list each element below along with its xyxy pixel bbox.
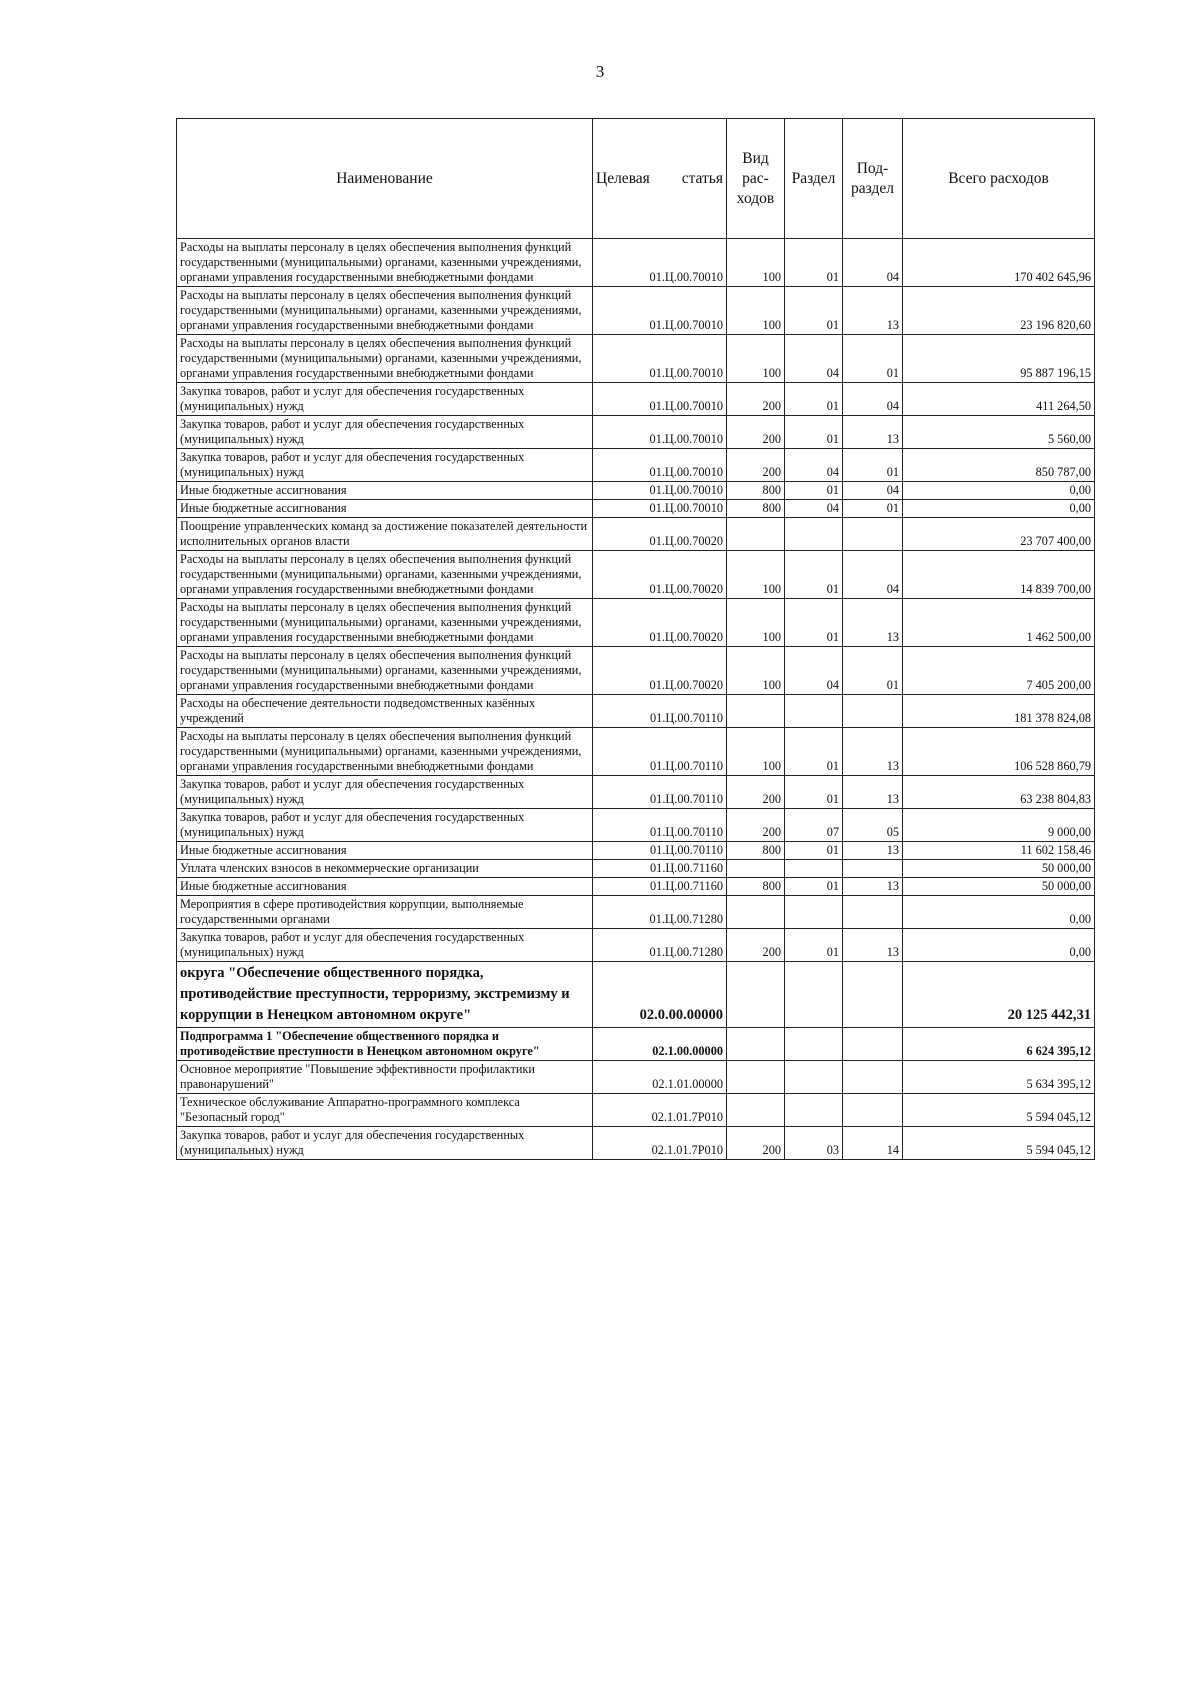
table-row <box>177 842 1095 860</box>
row-target-article: 01.Ц.00.70110 <box>593 842 727 860</box>
row-section: 01 <box>785 551 843 599</box>
row-expense-type <box>727 518 785 551</box>
row-subsection <box>843 962 903 1028</box>
row-target-article: 01.Ц.00.70020 <box>593 599 727 647</box>
row-total: 181 378 824,08 <box>903 695 1095 728</box>
row-name: Подпрограмма 1 "Обеспечение общественного порядка и противодействие преступности в Ненецком автономном округе" <box>177 1028 593 1061</box>
row-name: Поощрение управленческих команд за достижение показателей деятельности исполнительных органов власти <box>177 518 593 551</box>
table-row <box>177 1061 1095 1094</box>
header-target-article: Целевая статья <box>593 119 727 239</box>
row-subsection: 13 <box>843 416 903 449</box>
row-section: 01 <box>785 482 843 500</box>
row-target-article: 01.Ц.00.70010 <box>593 287 727 335</box>
table-row <box>177 647 1095 695</box>
row-total: 106 528 860,79 <box>903 728 1095 776</box>
row-name: Основное мероприятие "Повышение эффективности профилактики правонарушений" <box>177 1061 593 1094</box>
row-section: 01 <box>785 878 843 896</box>
row-name: Иные бюджетные ассигнования <box>177 842 593 860</box>
row-total: 170 402 645,96 <box>903 239 1095 287</box>
row-subsection <box>843 1028 903 1061</box>
row-section <box>785 1061 843 1094</box>
row-subsection: 13 <box>843 878 903 896</box>
row-expense-type: 800 <box>727 878 785 896</box>
table-row <box>177 416 1095 449</box>
row-section <box>785 1094 843 1127</box>
row-section: 01 <box>785 416 843 449</box>
row-target-article: 02.1.01.7Р010 <box>593 1127 727 1160</box>
row-expense-type: 200 <box>727 776 785 809</box>
row-section: 04 <box>785 500 843 518</box>
row-total: 5 634 395,12 <box>903 1061 1095 1094</box>
row-subsection: 01 <box>843 335 903 383</box>
row-expense-type <box>727 695 785 728</box>
row-subsection <box>843 695 903 728</box>
table-row <box>177 860 1095 878</box>
row-name: Закупка товаров, работ и услуг для обеспечения государственных (муниципальных) нужд <box>177 449 593 482</box>
header-expense-type: Вид рас-ходов <box>727 119 785 239</box>
row-target-article: 01.Ц.00.70010 <box>593 416 727 449</box>
row-expense-type: 800 <box>727 500 785 518</box>
row-target-article: 01.Ц.00.71280 <box>593 896 727 929</box>
page-number: 3 <box>595 62 605 81</box>
row-section: 01 <box>785 842 843 860</box>
row-target-article: 02.0.00.00000 <box>593 962 727 1028</box>
row-name: Расходы на выплаты персоналу в целях обеспечения выполнения функций государственными (муниципальными) органами, казенными учреждениями, органами управления государственными внебюджетными фондами <box>177 335 593 383</box>
row-expense-type: 800 <box>727 482 785 500</box>
row-target-article: 01.Ц.00.70020 <box>593 551 727 599</box>
row-target-article: 01.Ц.00.70110 <box>593 809 727 842</box>
row-name: Закупка товаров, работ и услуг для обеспечения государственных (муниципальных) нужд <box>177 383 593 416</box>
row-section <box>785 962 843 1028</box>
row-target-article: 01.Ц.00.70110 <box>593 695 727 728</box>
table-row <box>177 1094 1095 1127</box>
row-subsection <box>843 518 903 551</box>
row-expense-type: 200 <box>727 383 785 416</box>
row-target-article: 01.Ц.00.70010 <box>593 449 727 482</box>
row-name: Расходы на выплаты персоналу в целях обеспечения выполнения функций государственными (муниципальными) органами, казенными учреждениями, органами управления государственными внебюджетными фондами <box>177 551 593 599</box>
row-name: Закупка товаров, работ и услуг для обеспечения государственных (муниципальных) нужд <box>177 416 593 449</box>
row-subsection <box>843 896 903 929</box>
row-total: 1 462 500,00 <box>903 599 1095 647</box>
table-row <box>177 962 1095 1028</box>
row-total: 63 238 804,83 <box>903 776 1095 809</box>
table-row <box>177 599 1095 647</box>
row-name: Закупка товаров, работ и услуг для обеспечения государственных (муниципальных) нужд <box>177 1127 593 1160</box>
row-total: 5 594 045,12 <box>903 1094 1095 1127</box>
table-row <box>177 482 1095 500</box>
row-subsection <box>843 860 903 878</box>
row-section: 03 <box>785 1127 843 1160</box>
row-expense-type: 200 <box>727 449 785 482</box>
row-section: 01 <box>785 728 843 776</box>
row-expense-type: 200 <box>727 809 785 842</box>
row-expense-type: 200 <box>727 416 785 449</box>
row-section: 04 <box>785 449 843 482</box>
row-name: Мероприятия в сфере противодействия коррупции, выполняемые государственными органами <box>177 896 593 929</box>
row-name: Расходы на обеспечение деятельности подведомственных казённых учреждений <box>177 695 593 728</box>
row-target-article: 01.Ц.00.71280 <box>593 929 727 962</box>
table-row <box>177 551 1095 599</box>
row-name: Расходы на выплаты персоналу в целях обеспечения выполнения функций государственными (муниципальными) органами, казенными учреждениями, органами управления государственными внебюджетными фондами <box>177 239 593 287</box>
row-name: Расходы на выплаты персоналу в целях обеспечения выполнения функций государственными (муниципальными) органами, казенными учреждениями, органами управления государственными внебюджетными фондами <box>177 599 593 647</box>
table-row <box>177 695 1095 728</box>
row-name: Техническое обслуживание Аппаратно-программного комплекса "Безопасный город" <box>177 1094 593 1127</box>
row-name: Расходы на выплаты персоналу в целях обеспечения выполнения функций государственными (муниципальными) органами, казенными учреждениями, органами управления государственными внебюджетными фондами <box>177 728 593 776</box>
header-name: Наименование <box>177 119 593 239</box>
row-target-article: 02.1.01.00000 <box>593 1061 727 1094</box>
row-expense-type: 200 <box>727 929 785 962</box>
row-target-article: 01.Ц.00.70020 <box>593 647 727 695</box>
row-total: 50 000,00 <box>903 860 1095 878</box>
row-expense-type <box>727 1028 785 1061</box>
row-total: 0,00 <box>903 500 1095 518</box>
table-row <box>177 1028 1095 1061</box>
table-row <box>177 449 1095 482</box>
row-total: 850 787,00 <box>903 449 1095 482</box>
row-total: 9 000,00 <box>903 809 1095 842</box>
row-subsection <box>843 1061 903 1094</box>
row-section <box>785 860 843 878</box>
row-expense-type <box>727 860 785 878</box>
row-subsection: 01 <box>843 449 903 482</box>
table-row <box>177 500 1095 518</box>
row-expense-type <box>727 896 785 929</box>
row-name: округа "Обеспечение общественного порядка, противодействие преступности, терроризму, экстремизму и коррупции в Ненецком автономном округе" <box>177 962 593 1028</box>
row-total: 411 264,50 <box>903 383 1095 416</box>
row-total: 23 707 400,00 <box>903 518 1095 551</box>
header-total: Всего расходов <box>903 119 1095 239</box>
row-target-article: 01.Ц.00.70010 <box>593 500 727 518</box>
row-name: Закупка товаров, работ и услуг для обеспечения государственных (муниципальных) нужд <box>177 776 593 809</box>
row-section <box>785 1028 843 1061</box>
row-total: 7 405 200,00 <box>903 647 1095 695</box>
row-target-article: 01.Ц.00.70010 <box>593 239 727 287</box>
row-name: Уплата членских взносов в некоммерческие организации <box>177 860 593 878</box>
row-subsection: 04 <box>843 482 903 500</box>
row-expense-type: 100 <box>727 728 785 776</box>
row-section: 01 <box>785 239 843 287</box>
row-name: Закупка товаров, работ и услуг для обеспечения государственных (муниципальных) нужд <box>177 929 593 962</box>
row-section <box>785 518 843 551</box>
row-section: 01 <box>785 929 843 962</box>
row-expense-type <box>727 962 785 1028</box>
row-name: Закупка товаров, работ и услуг для обеспечения государственных (муниципальных) нужд <box>177 809 593 842</box>
row-section: 04 <box>785 335 843 383</box>
table-row <box>177 728 1095 776</box>
row-name: Расходы на выплаты персоналу в целях обеспечения выполнения функций государственными (муниципальными) органами, казенными учреждениями, органами управления государственными внебюджетными фондами <box>177 287 593 335</box>
table-row <box>177 878 1095 896</box>
row-subsection: 13 <box>843 842 903 860</box>
row-subsection: 01 <box>843 500 903 518</box>
row-expense-type: 100 <box>727 599 785 647</box>
row-subsection: 14 <box>843 1127 903 1160</box>
table-row <box>177 1127 1095 1160</box>
table-row <box>177 809 1095 842</box>
row-expense-type: 800 <box>727 842 785 860</box>
row-total: 23 196 820,60 <box>903 287 1095 335</box>
table-row <box>177 239 1095 287</box>
row-target-article: 01.Ц.00.70020 <box>593 518 727 551</box>
row-subsection: 13 <box>843 776 903 809</box>
row-expense-type: 100 <box>727 239 785 287</box>
row-section <box>785 695 843 728</box>
row-subsection: 04 <box>843 239 903 287</box>
row-target-article: 01.Ц.00.70110 <box>593 776 727 809</box>
row-subsection <box>843 1094 903 1127</box>
expenditure-table <box>176 118 1095 1160</box>
table-row <box>177 287 1095 335</box>
table-row <box>177 383 1095 416</box>
row-section: 01 <box>785 776 843 809</box>
row-target-article: 01.Ц.00.70010 <box>593 335 727 383</box>
row-total: 0,00 <box>903 929 1095 962</box>
row-total: 14 839 700,00 <box>903 551 1095 599</box>
row-total: 5 560,00 <box>903 416 1095 449</box>
row-expense-type: 200 <box>727 1127 785 1160</box>
header-subsection: Под-раздел <box>843 119 903 239</box>
row-total: 20 125 442,31 <box>903 962 1095 1028</box>
row-expense-type <box>727 1061 785 1094</box>
row-total: 5 594 045,12 <box>903 1127 1095 1160</box>
row-section <box>785 896 843 929</box>
row-name: Расходы на выплаты персоналу в целях обеспечения выполнения функций государственными (муниципальными) органами, казенными учреждениями, органами управления государственными внебюджетными фондами <box>177 647 593 695</box>
row-subsection: 04 <box>843 383 903 416</box>
row-subsection: 13 <box>843 929 903 962</box>
row-total: 11 602 158,46 <box>903 842 1095 860</box>
row-target-article: 01.Ц.00.71160 <box>593 860 727 878</box>
row-name: Иные бюджетные ассигнования <box>177 878 593 896</box>
row-expense-type: 100 <box>727 287 785 335</box>
row-total: 50 000,00 <box>903 878 1095 896</box>
table-row <box>177 335 1095 383</box>
row-target-article: 01.Ц.00.71160 <box>593 878 727 896</box>
row-total: 0,00 <box>903 482 1095 500</box>
row-section: 01 <box>785 287 843 335</box>
row-subsection: 05 <box>843 809 903 842</box>
row-subsection: 01 <box>843 647 903 695</box>
row-total: 95 887 196,15 <box>903 335 1095 383</box>
row-name: Иные бюджетные ассигнования <box>177 482 593 500</box>
row-target-article: 01.Ц.00.70010 <box>593 383 727 416</box>
table-row <box>177 896 1095 929</box>
row-section: 01 <box>785 599 843 647</box>
row-subsection: 04 <box>843 551 903 599</box>
row-subsection: 13 <box>843 728 903 776</box>
row-name: Иные бюджетные ассигнования <box>177 500 593 518</box>
header-section: Раздел <box>785 119 843 239</box>
row-expense-type: 100 <box>727 551 785 599</box>
row-section: 07 <box>785 809 843 842</box>
row-target-article: 02.1.00.00000 <box>593 1028 727 1061</box>
row-section: 01 <box>785 383 843 416</box>
row-target-article: 01.Ц.00.70010 <box>593 482 727 500</box>
row-expense-type: 100 <box>727 647 785 695</box>
table-row <box>177 518 1095 551</box>
table-row <box>177 929 1095 962</box>
table-row <box>177 776 1095 809</box>
row-total: 6 624 395,12 <box>903 1028 1095 1061</box>
row-expense-type <box>727 1094 785 1127</box>
row-target-article: 02.1.01.7Р010 <box>593 1094 727 1127</box>
row-expense-type: 100 <box>727 335 785 383</box>
table-header-row <box>177 119 1095 239</box>
row-total: 0,00 <box>903 896 1095 929</box>
row-subsection: 13 <box>843 287 903 335</box>
row-section: 04 <box>785 647 843 695</box>
row-target-article: 01.Ц.00.70110 <box>593 728 727 776</box>
row-subsection: 13 <box>843 599 903 647</box>
